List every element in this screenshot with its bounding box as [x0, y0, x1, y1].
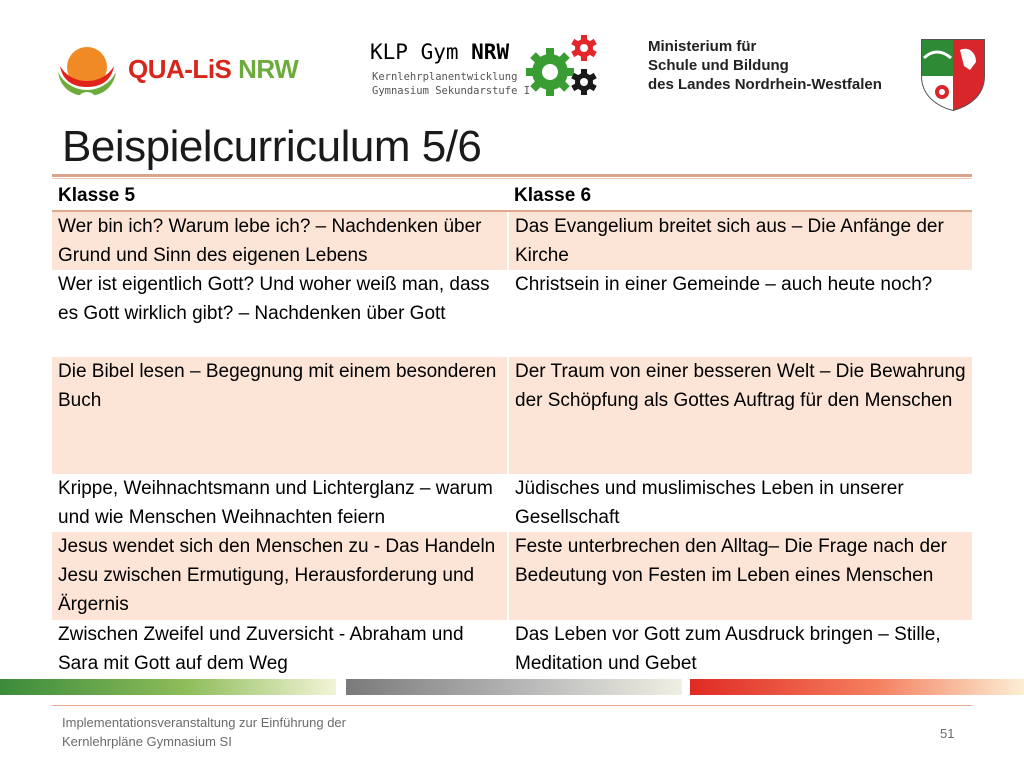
- ministry-logo-text: [648, 37, 908, 97]
- klp-title-part1: KLP Gym: [370, 40, 472, 64]
- klp-subtitle: [372, 70, 530, 98]
- table-row: [52, 474, 972, 532]
- ministry-line-2: Schule und Bildung: [648, 57, 789, 74]
- table-row: [52, 357, 972, 474]
- qualis-name-part1: QUA-LiS: [128, 54, 232, 84]
- qualis-nrw-logo: [56, 40, 306, 104]
- page-title: Beispielcurriculum 5/6: [62, 122, 482, 171]
- table-cell-klasse-6: Christsein in einer Gemeinde – auch heute noch?: [508, 270, 972, 357]
- footer-bar-green: [0, 679, 336, 695]
- qualis-sun-icon: [56, 40, 118, 102]
- title-divider-thin: [52, 178, 972, 179]
- footer-bar-grey: [346, 679, 682, 695]
- table-cell-klasse-6: Jüdisches und muslimisches Leben in unserer Gesellschaft: [508, 474, 972, 532]
- klp-subtitle-line2: Gymnasium Sekundarstufe I: [372, 85, 531, 97]
- qualis-wordmark: [128, 54, 298, 85]
- footer-caption: Implementationsveranstaltung zur Einführung der Kernlehrpläne Gymnasium SI: [62, 715, 346, 749]
- klp-gym-nrw-logo: [370, 40, 610, 104]
- footer-bar-red: [690, 679, 1024, 695]
- table-cell-klasse-5: Jesus wendet sich den Menschen zu - Das Handeln Jesu zwischen Ermutigung, Herausforderung und Ärgernis: [52, 532, 508, 620]
- qualis-name-part2: NRW: [238, 54, 299, 84]
- page-number: 51: [940, 726, 955, 741]
- table-cell-klasse-6: Das Leben vor Gott zum Ausdruck bringen – Stille, Meditation und Gebet: [508, 620, 972, 678]
- gears-icon: [522, 32, 598, 106]
- table-cell-klasse-6: Das Evangelium breitet sich aus – Die Anfänge der Kirche: [508, 211, 972, 270]
- ministry-line-3: des Landes Nordrhein-Westfalen: [648, 76, 882, 93]
- nrw-coat-of-arms-icon: [918, 36, 988, 112]
- table-cell-klasse-5: Zwischen Zweifel und Zuversicht - Abraham und Sara mit Gott auf dem Weg: [52, 620, 508, 678]
- table-cell-klasse-5: Wer bin ich? Warum lebe ich? – Nachdenken über Grund und Sinn des eigenen Lebens: [52, 211, 508, 270]
- ministry-line-1: Ministerium für: [648, 38, 757, 55]
- klp-title: [370, 40, 509, 64]
- table-cell-klasse-6: Feste unterbrechen den Alltag– Die Frage nach der Bedeutung von Festen im Leben eines Menschen: [508, 532, 972, 620]
- table-row: [52, 270, 972, 357]
- klp-subtitle-line1: Kernlehrplanentwicklung: [372, 71, 518, 83]
- footer-divider: [52, 705, 972, 706]
- column-header-klasse-5: Klasse 5: [52, 181, 508, 211]
- table-row: [52, 532, 972, 620]
- table-cell-klasse-5: Die Bibel lesen – Begegnung mit einem besonderen Buch: [52, 357, 508, 474]
- table-cell-klasse-6: Der Traum von einer besseren Welt – Die Bewahrung der Schöpfung als Gottes Auftrag für den Menschen: [508, 357, 972, 474]
- klp-title-part2: NRW: [471, 40, 510, 64]
- table-cell-klasse-5: Krippe, Weihnachtsmann und Lichterglanz – warum und wie Menschen Weihnachten feiern: [52, 474, 508, 532]
- curriculum-table: [52, 181, 972, 678]
- title-divider: [52, 174, 972, 177]
- table-cell-klasse-5: Wer ist eigentlich Gott? Und woher weiß man, dass es Gott wirklich gibt? – Nachdenken über Gott: [52, 270, 508, 357]
- table-row: [52, 620, 972, 678]
- table-header-row: [52, 181, 972, 211]
- column-header-klasse-6: Klasse 6: [508, 181, 972, 211]
- table-row: [52, 211, 972, 270]
